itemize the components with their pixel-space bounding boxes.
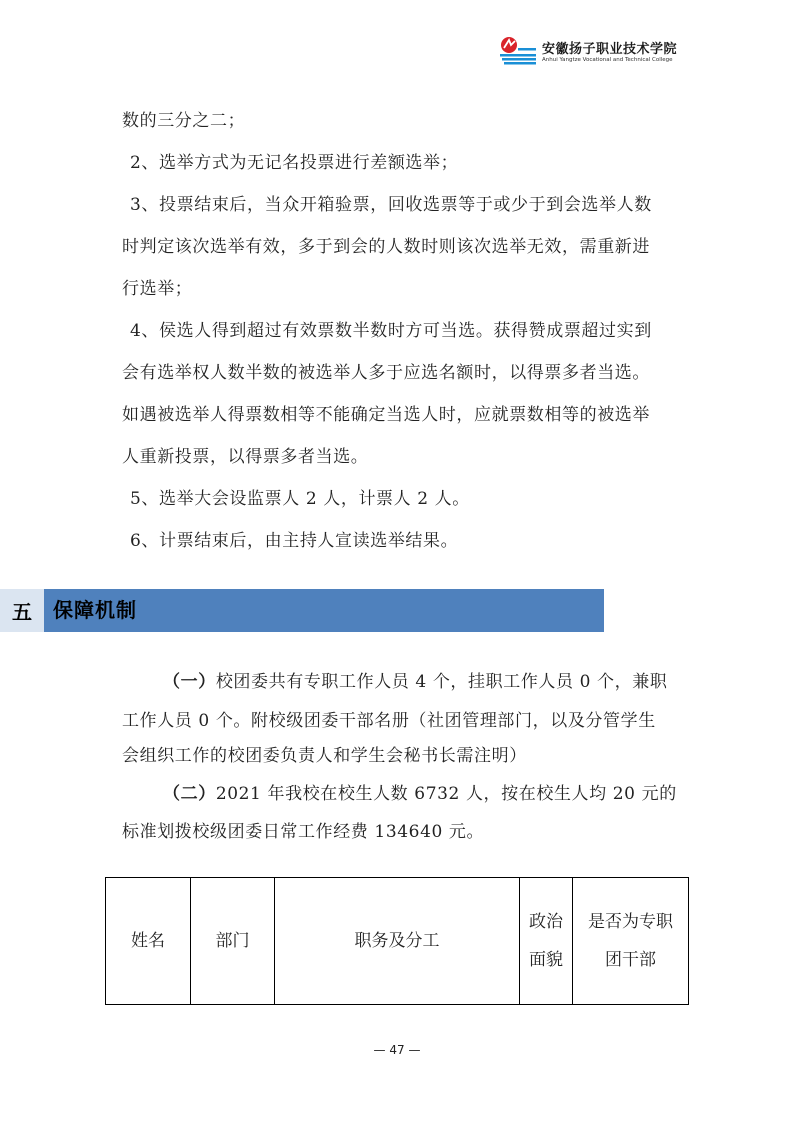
text-line: 如遇被选举人得票数相等不能确定当选人时，应就票数相等的被选举 [122,405,650,425]
text-line: 5、选举大会设监票人 2 人，计票人 2 人。 [130,489,470,509]
col-header-duty: 职务及分工 [275,878,520,1005]
text-line [163,667,667,692]
col-header-name: 姓名 [106,878,191,1005]
col-header-dept: 部门 [191,878,275,1005]
text-line: 行选举； [122,279,193,299]
text-line: 会组织工作的校团委负责人和学生会秘书长需注明） [122,746,527,766]
col-header-politics [520,878,573,1005]
text-line: 数的三分之二； [122,111,246,131]
page-number: — 47 — [373,1043,421,1057]
text-line: 标准划拨校级团委日常工作经费 134640 元。 [122,822,485,842]
table-header-row [106,878,689,1005]
text-line: 时判定该次选举有效，多于到会的人数时则该次选举无效，需重新进 [122,237,650,257]
text-line: 2、选举方式为无记名投票进行差额选举； [130,153,459,173]
college-name-en: Anhui Yangtze Vocational and Technical College [542,57,673,63]
section-title: 保障机制 [53,598,137,622]
text-line: 4、侯选人得到超过有效票数半数时方可当选。获得赞成票超过实到 [130,321,652,341]
cadre-roster-table [105,877,689,1005]
text-line: 3、投票结束后，当众开箱验票，回收选票等于或少于到会选举人数 [130,195,652,215]
item-label: （一） [163,672,216,692]
college-name-cn: 安徽扬子职业技术学院 [542,42,678,57]
col-header-fulltime-line2: 团干部 [605,950,656,970]
col-header-politics-line1: 政治 [529,912,563,932]
text-line: 6、计票结束后，由主持人宣读选举结果。 [130,531,459,551]
col-header-politics-line2: 面貌 [529,950,563,970]
section-number: 五 [0,589,44,632]
item-text: 2021 年我校在校生人数 6732 人，按在校生人均 20 元的 [215,784,677,804]
text-line: 会有选举权人数半数的被选举人多于应选名额时，以得票多者当选。 [122,363,650,383]
section-header [0,589,604,632]
item-label: （二） [163,784,216,804]
item-text: 校团委共有专职工作人员 4 个，挂职工作人员 0 个，兼职 [215,672,668,692]
college-emblem-icon [498,36,538,66]
text-line: 工作人员 0 个。附校级团委干部名册（社团管理部门，以及分管学生 [122,711,656,731]
text-line [163,779,677,804]
col-header-fulltime [573,878,689,1005]
col-header-fulltime-line1: 是否为专职 [588,912,673,932]
college-logo [498,36,678,70]
text-line: 人重新投票，以得票多者当选。 [122,447,369,467]
